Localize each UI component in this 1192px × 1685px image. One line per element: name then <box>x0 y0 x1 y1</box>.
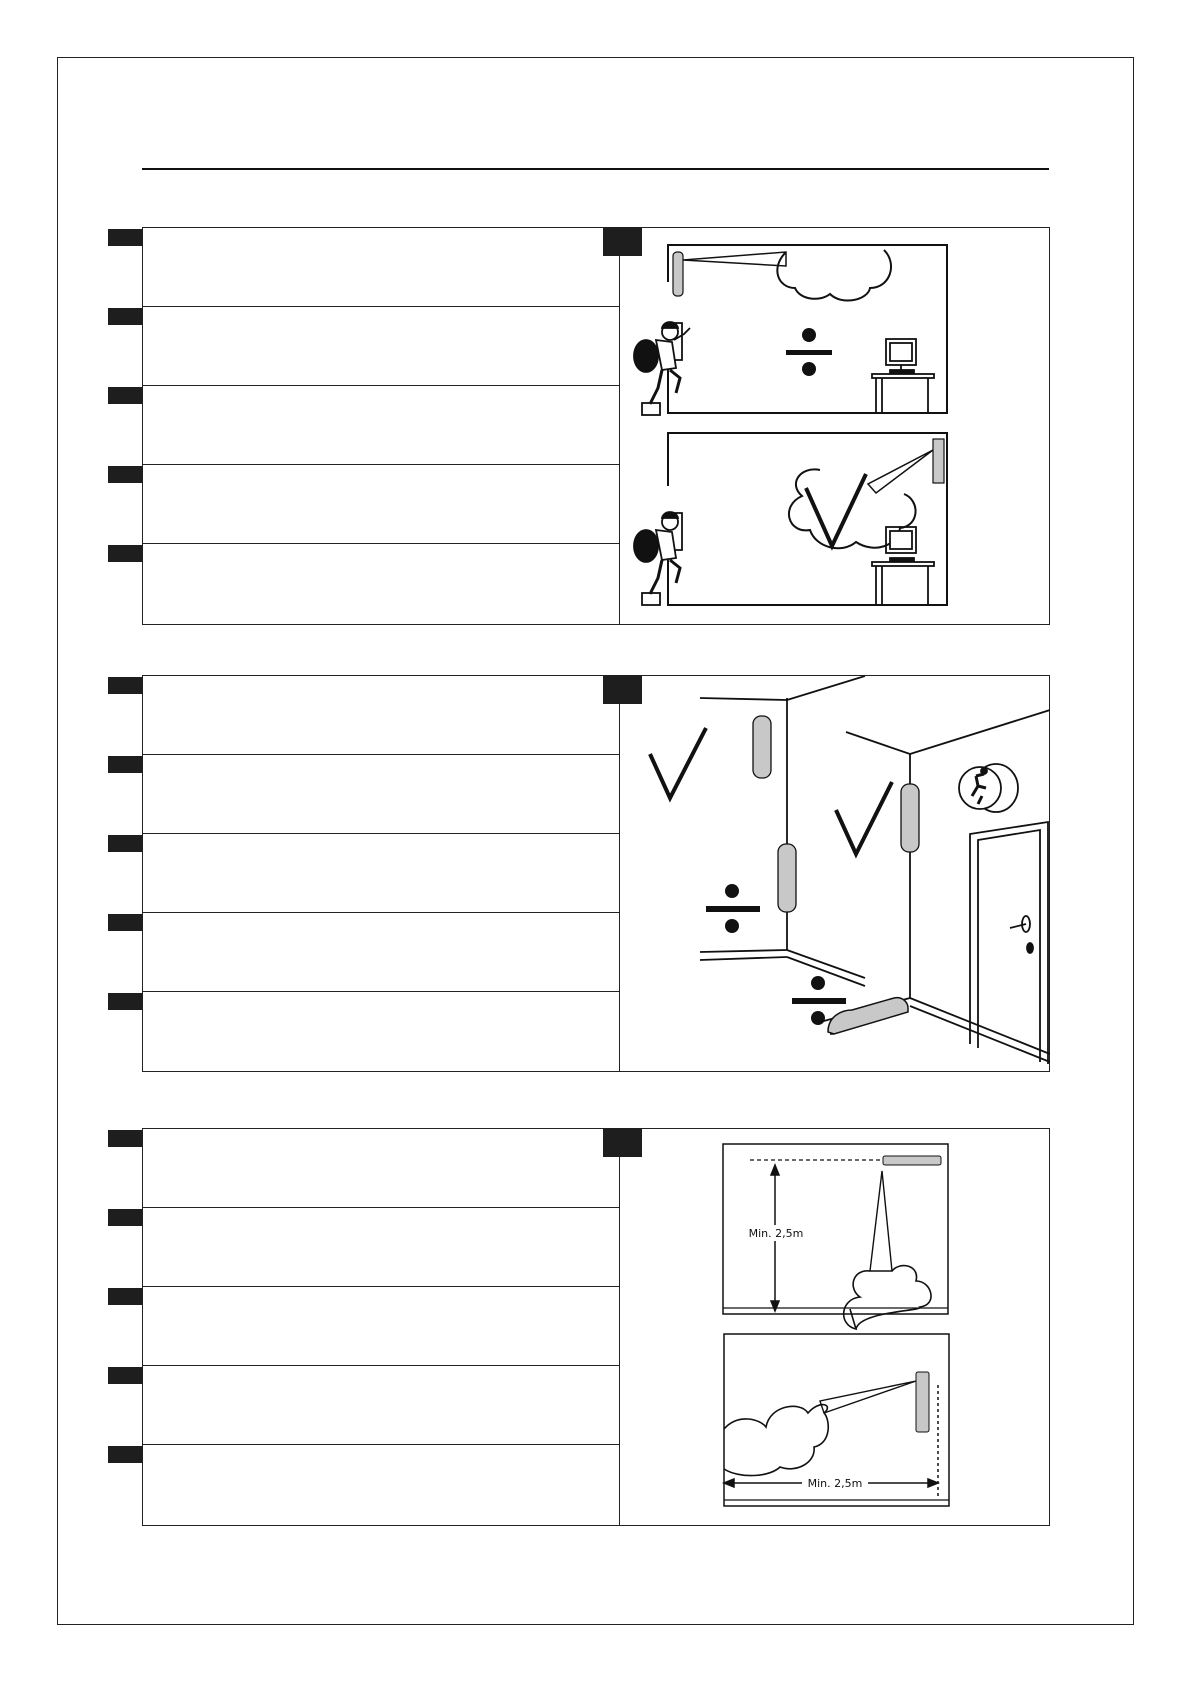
checkmark-icon <box>836 782 892 854</box>
burglar-icon <box>634 322 690 415</box>
figure-minimum-distance <box>620 1129 1050 1525</box>
text-row <box>143 834 619 913</box>
detector-icon <box>778 844 796 912</box>
text-rows <box>143 228 619 624</box>
text-row <box>143 1445 619 1523</box>
text-row <box>143 755 619 834</box>
not-allowed-icon <box>786 328 832 376</box>
burglar-icon <box>634 512 682 605</box>
checkmark-icon <box>650 728 706 798</box>
text-row <box>143 1208 619 1287</box>
cloud-icon <box>844 1266 931 1329</box>
language-tab <box>108 545 143 562</box>
min-distance-svg <box>620 1129 1050 1525</box>
language-tab <box>108 1209 143 1226</box>
text-row <box>143 228 619 307</box>
distance-label: Min. 2,5m <box>807 1477 863 1490</box>
text-row <box>143 465 619 544</box>
cloud-icon <box>724 1405 828 1476</box>
not-allowed-icon <box>706 884 760 933</box>
figure-tab <box>603 227 642 256</box>
text-rows <box>143 676 619 1071</box>
text-row <box>143 544 619 622</box>
detector-icon <box>673 252 683 296</box>
language-tab <box>108 1288 143 1305</box>
door-icon <box>970 822 1048 1064</box>
language-tab <box>108 677 143 694</box>
detector-icon <box>901 784 919 852</box>
cloud-icon <box>777 250 891 301</box>
figure-tab <box>603 1128 642 1157</box>
text-row <box>143 307 619 386</box>
language-tab <box>108 1367 143 1384</box>
language-tab <box>108 914 143 931</box>
corridor-svg <box>620 676 1050 1071</box>
detector-icon <box>883 1156 941 1165</box>
computer-icon <box>872 527 934 605</box>
figure-corridor <box>620 676 1050 1071</box>
language-tab <box>108 1446 143 1463</box>
exit-sign-icon <box>959 764 1018 812</box>
detector-icon <box>933 439 944 483</box>
section-minimum-distances <box>142 1128 1050 1526</box>
language-tab <box>108 387 143 404</box>
language-tab <box>108 229 143 246</box>
language-tab <box>108 308 143 325</box>
checkmark-icon <box>806 474 866 546</box>
language-tab <box>108 466 143 483</box>
section-detector-placement <box>142 227 1050 625</box>
language-tab <box>108 1130 143 1147</box>
room-coverage-svg <box>620 228 1050 624</box>
text-row <box>143 1287 619 1366</box>
text-row <box>143 1129 619 1208</box>
text-row <box>143 992 619 1070</box>
title-rule <box>142 168 1049 170</box>
text-row <box>143 386 619 465</box>
section-mounting-locations <box>142 675 1050 1072</box>
language-tab <box>108 993 143 1010</box>
text-row <box>143 913 619 992</box>
figure-room-coverage <box>620 228 1050 624</box>
detector-icon <box>753 716 771 778</box>
text-row <box>143 676 619 755</box>
text-rows <box>143 1129 619 1525</box>
room-correct <box>668 433 947 605</box>
height-label: Min. 2,5m <box>748 1227 804 1240</box>
text-row <box>143 1366 619 1445</box>
language-tab <box>108 756 143 773</box>
language-tab <box>108 835 143 852</box>
figure-tab <box>603 675 642 704</box>
computer-icon <box>872 339 934 413</box>
detector-icon <box>916 1372 929 1432</box>
